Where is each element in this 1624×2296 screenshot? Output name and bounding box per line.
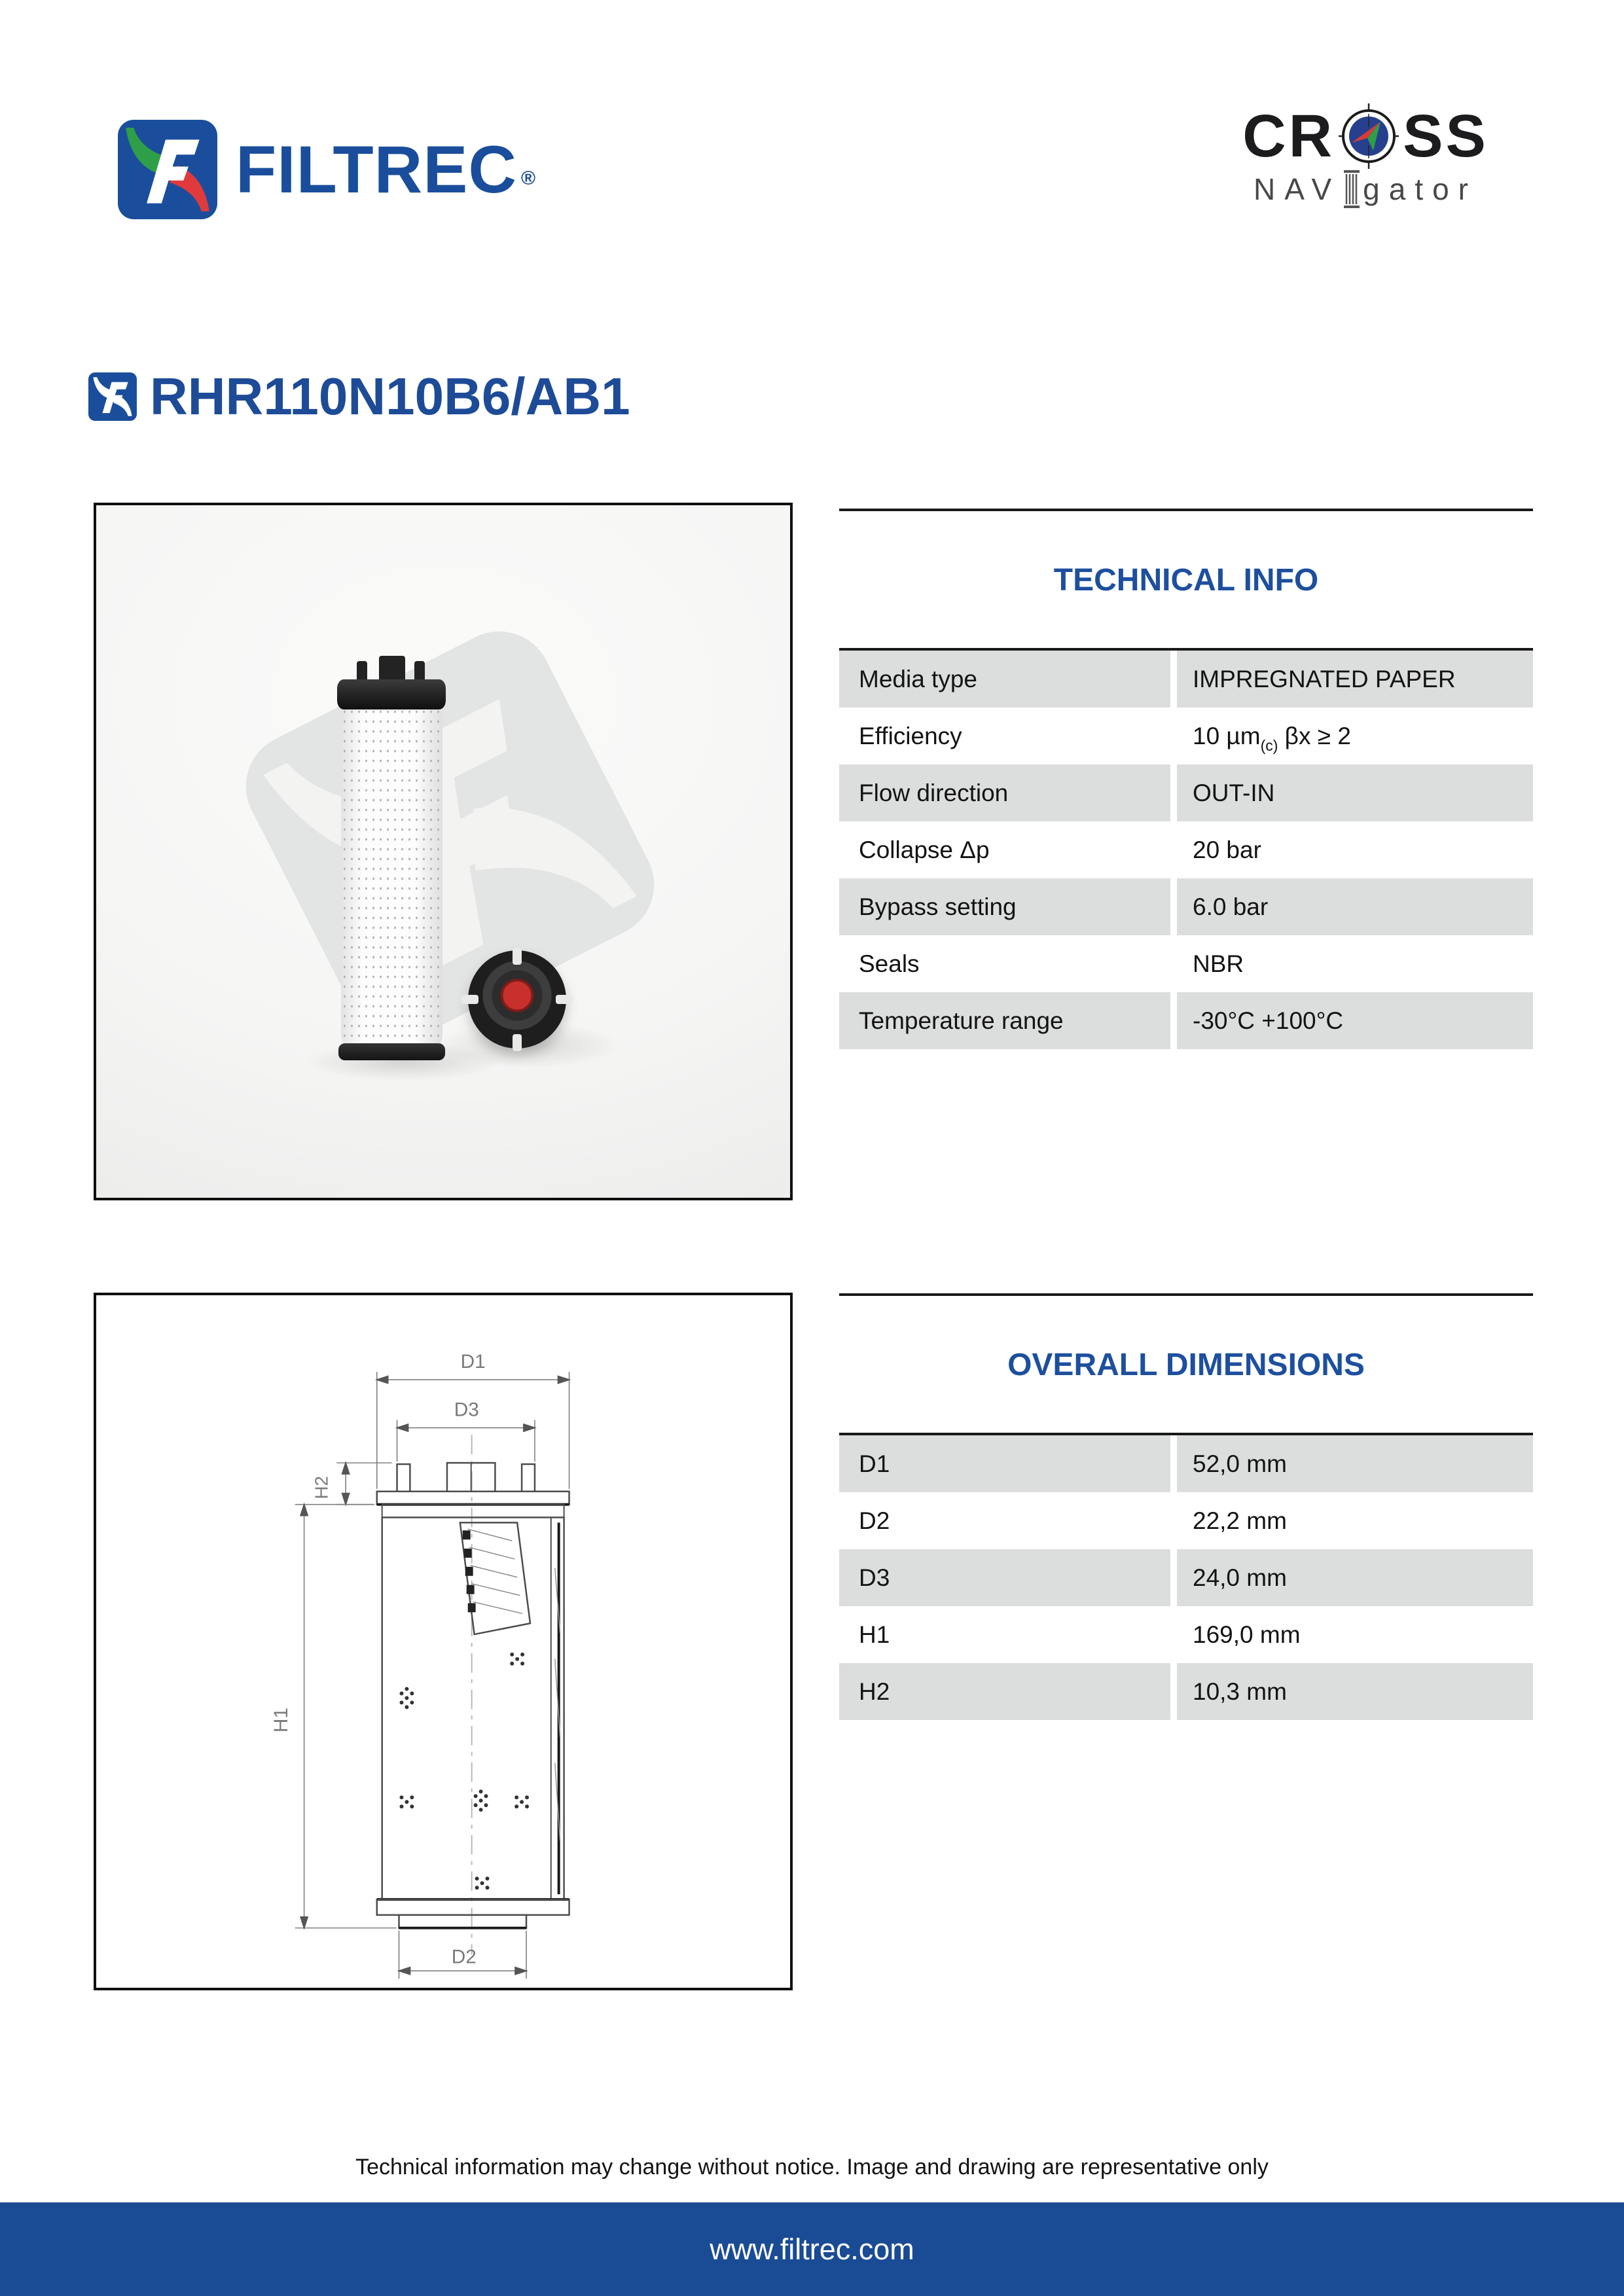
registered-mark: ®	[521, 168, 537, 189]
section-rule	[839, 1293, 1533, 1296]
row-value: 24,0 mm	[1177, 1549, 1533, 1606]
row-label: D1	[839, 1435, 1170, 1492]
table-row	[839, 821, 1533, 878]
row-value: OUT-IN	[1177, 764, 1533, 821]
efficiency-beta: βx ≥ 2	[1278, 723, 1351, 749]
end-cap-image	[468, 950, 566, 1049]
cross-text-right: SS	[1403, 103, 1489, 170]
table-row	[839, 651, 1533, 708]
row-label: D3	[839, 1549, 1170, 1606]
website-link[interactable]: www.filtrec.com	[710, 2233, 914, 2266]
end-cap-notch	[513, 1034, 522, 1051]
row-label: Collapse Δp	[859, 836, 990, 863]
compass-icon	[1336, 103, 1401, 169]
cross-logo-bottom	[1218, 169, 1513, 209]
row-label: Efficiency	[859, 723, 962, 749]
cartridge-body	[341, 707, 442, 1046]
efficiency-value: 10 µm	[1193, 723, 1261, 749]
filtrec-logo	[118, 120, 536, 219]
table-row	[839, 708, 1533, 764]
row-value: NBR	[1193, 950, 1244, 977]
dim-label-d2: D2	[451, 1946, 477, 1968]
cross-logo-top	[1218, 103, 1513, 169]
row-label: H2	[839, 1663, 1170, 1720]
table-row	[839, 1492, 1533, 1549]
technical-info-table	[839, 648, 1533, 1049]
row-value: IMPREGNATED PAPER	[1177, 651, 1533, 708]
product-title-row	[88, 367, 630, 427]
row-value: -30°C +100°C	[1177, 992, 1533, 1049]
dim-label-d1: D1	[460, 1351, 486, 1373]
end-cap-notch	[513, 948, 522, 965]
table-row	[839, 1606, 1533, 1663]
cartridge-bottom-ring	[338, 1043, 445, 1060]
table-row	[839, 1549, 1533, 1606]
disclaimer-text: Technical information may change without notice. Image and drawing are representative only	[355, 2155, 1269, 2179]
cartridge-top-cap	[337, 679, 446, 709]
cross-navigator-logo	[1218, 103, 1513, 209]
row-label: D2	[859, 1507, 890, 1534]
table-row	[839, 1663, 1533, 1720]
row-label: Seals	[859, 950, 920, 977]
nav-text: NAV	[1253, 172, 1341, 206]
product-code-icon	[88, 370, 137, 423]
end-cap-notch	[461, 995, 478, 1004]
technical-info-title: TECHNICAL INFO	[1053, 563, 1319, 598]
row-label: Media type	[839, 651, 1170, 708]
row-value: 52,0 mm	[1177, 1435, 1533, 1492]
overall-dimensions-title: OVERALL DIMENSIONS	[1007, 1348, 1365, 1382]
section-rule	[839, 509, 1533, 511]
product-code: RHR110N10B6/AB1	[150, 367, 630, 425]
watermark-f-icon	[228, 613, 672, 1058]
footer-bar	[0, 2202, 1624, 2296]
row-value: 169,0 mm	[1193, 1621, 1301, 1648]
row-value	[1177, 708, 1533, 764]
dim-label-d3: D3	[454, 1399, 479, 1421]
dim-label-h1: H1	[270, 1708, 292, 1733]
dim-label-h2: H2	[311, 1476, 332, 1499]
row-label: Flow direction	[839, 764, 1170, 821]
table-row	[839, 764, 1533, 821]
row-value: 20 bar	[1193, 836, 1261, 863]
table-row	[839, 878, 1533, 935]
cross-text-left: CR	[1242, 103, 1335, 170]
row-value: 6.0 bar	[1177, 878, 1533, 935]
technical-drawing-box	[94, 1293, 793, 1990]
filtrec-wordmark: FILTREC ®	[236, 132, 537, 207]
table-row	[839, 935, 1533, 992]
row-label: Temperature range	[839, 992, 1170, 1049]
table-row	[839, 992, 1533, 1049]
overall-dimensions-section	[839, 1293, 1533, 1720]
row-label: H1	[859, 1621, 890, 1648]
column-icon	[1343, 169, 1360, 209]
gator-text: gator	[1363, 172, 1478, 206]
table-row	[839, 1435, 1533, 1492]
product-photo-box	[94, 503, 793, 1200]
overall-dimensions-table	[839, 1433, 1533, 1720]
filtrec-logo-mark-icon	[118, 120, 217, 219]
row-label: Bypass setting	[839, 878, 1170, 935]
efficiency-subscript: (c)	[1260, 737, 1278, 754]
technical-info-section	[839, 509, 1533, 1049]
row-value: 22,2 mm	[1193, 1507, 1287, 1534]
row-value: 10,3 mm	[1177, 1663, 1533, 1720]
end-cap-notch	[556, 995, 573, 1004]
technical-drawing	[96, 1295, 790, 1988]
